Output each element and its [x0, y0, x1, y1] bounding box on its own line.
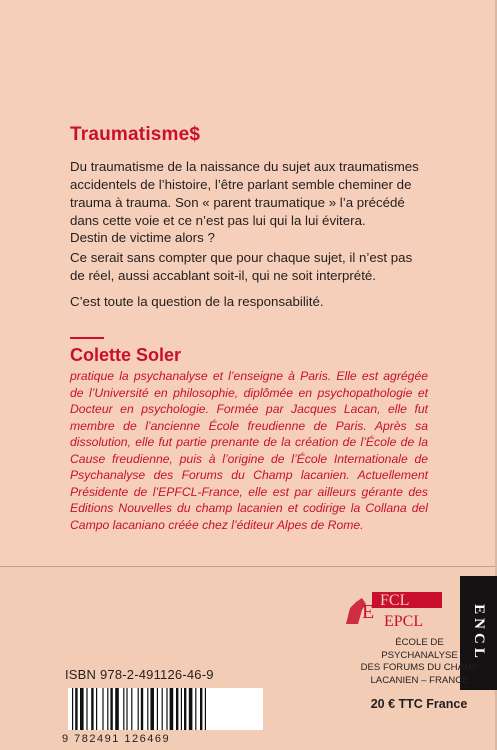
book-title: Traumatisme$ [70, 124, 201, 145]
barcode-bar [96, 688, 97, 730]
barcode-bar [72, 688, 73, 730]
blurb-paragraph-1: Du traumatisme de la naissance du sujet aux traumatismes accidentels de l’histoire, l’être parlant semble cheminer de trauma à trauma. Son « parent traumatique » l’a précédé dans cette voie et ce n’est pas lui qui la lui évitera. [70, 159, 419, 228]
barcode-bar [115, 688, 119, 730]
barcode-bar [91, 688, 93, 730]
barcode-bar [147, 688, 148, 730]
isbn-label: ISBN 978-2-491126-46-9 [65, 667, 214, 682]
barcode-bar [138, 688, 139, 730]
barcode-bar [189, 688, 193, 730]
barcode-bar [80, 688, 84, 730]
school-line-3: LACANIEN – FRANCE [370, 674, 469, 686]
barcode-bar [131, 688, 132, 730]
barcode-icon [68, 688, 263, 730]
logo-bottom-letters: EPCL [384, 613, 424, 630]
barcode-bar [170, 688, 174, 730]
barcode-bar [107, 688, 108, 730]
barcode-bar [176, 688, 178, 730]
barcode-digits: 9 782491 126469 [62, 733, 171, 745]
barcode-bar [200, 688, 202, 730]
barcode-bar [195, 688, 196, 730]
barcode-bar [162, 688, 163, 730]
blurb-paragraph-2: Destin de victime alors ? [70, 230, 215, 245]
blurb-paragraph-3: Ce serait sans compter que pour chaque sujet, il n’est pas de réel, aussi accablant soit-il, qui ne soit interprété. [70, 250, 413, 283]
encl-label: ENCL [471, 604, 487, 662]
author-name: Colette Soler [70, 345, 182, 365]
blurb-paragraph-4: C’est toute la question de la responsabilité. [70, 294, 324, 309]
barcode-bar [110, 688, 112, 730]
barcode-bar [181, 688, 182, 730]
barcode-bar [141, 688, 143, 730]
barcode-bar [150, 688, 154, 730]
barcode-bar [126, 688, 127, 730]
logo-left-letter: E [362, 601, 375, 623]
school-name [357, 637, 482, 687]
author-bio: pratique la psychanalyse et l’enseigne à Paris. Elle est agrégée de l’Université en philosophie, diplômée en psychopathologie et Docteur en psychologie. Formée par Jacques Lacan, elle fut membre de l’ancienne École freudienne de Paris. Après sa dissolution, elle fut partie prenante de la création de l’École de la Cause freudienne, puis à l’origine de l’École Internationale de Psychanalyse des Forums du Champ lacanien. Actuellement Présidente de l’EPFCL-France, elle est par ailleurs gérante des Editions Nouvelles du champ lacanien et codirige la Collana del Campo lacaniano créée chez l’éditeur Alpes de Rome. [70, 369, 428, 532]
logo-top-letters: FCL [380, 592, 410, 609]
school-line-2: DES FORUMS DU CHAMP [360, 662, 479, 673]
barcode-bar [166, 688, 167, 730]
barcode-bar [157, 688, 158, 730]
barcode-bar [123, 688, 124, 730]
barcode-bar [184, 688, 186, 730]
barcode-bar [102, 688, 103, 730]
barcode-bar [75, 688, 77, 730]
barcode-bar [86, 688, 87, 730]
barcode-bar [205, 688, 206, 730]
school-line-1: ÉCOLE DE PSYCHANALYSE [381, 637, 458, 661]
price: 20 € TTC France [370, 697, 468, 711]
author-rule [70, 337, 104, 339]
epfcl-logo [332, 588, 452, 630]
panel-divider [0, 566, 497, 567]
